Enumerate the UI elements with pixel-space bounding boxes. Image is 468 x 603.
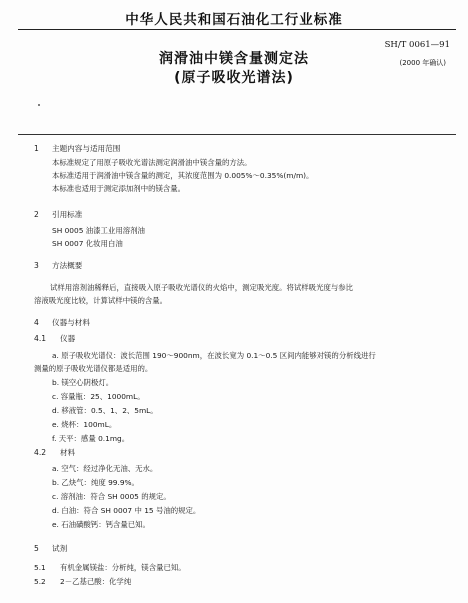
section-3-heading	[34, 261, 82, 271]
reagent-number: 5.1	[34, 563, 46, 572]
instrument-line: a. 原子吸收光谱仪：波长范围 190～900nm，在波长宽为 0.1～0.5 区间内能够对镁的分析线进行	[52, 351, 376, 360]
instrument-line: f. 天平：感量 0.1mg。	[52, 434, 130, 443]
section-1-line: 本标准适用于润滑油中镁含量的测定，其浓度范围为 0.005%～0.35%(m/m)。	[52, 171, 314, 180]
reagent-text: 有机金属镁盐：分析纯，镁含量已知。	[60, 563, 186, 572]
title-rule	[18, 134, 456, 135]
material-line: d. 白油：符合 SH 0007 中 15 号油的规定。	[52, 506, 201, 515]
reagent-item	[34, 577, 131, 587]
reagent-number: 5.2	[34, 577, 46, 586]
section-4-heading	[34, 318, 90, 328]
instrument-line: c. 容量瓶：25、1000mL。	[52, 392, 145, 401]
subsection-4-1-number: 4.1	[34, 334, 47, 343]
header-rule	[18, 29, 456, 30]
reagent-text: 2－乙基己酸：化学纯	[60, 577, 132, 586]
subsection-4-1-title: 仪器	[60, 334, 76, 343]
section-3-line: 试样用溶剂油稀释后，直接吸入原子吸收光谱仪的火焰中，测定吸光度。将试样吸光度与参比	[50, 283, 354, 292]
material-line: b. 乙炔气：纯度 99.9%。	[52, 478, 139, 487]
instrument-line: b. 镁空心阴极灯。	[52, 378, 114, 387]
material-line: c. 溶剂油：符合 SH 0005 的规定。	[52, 492, 171, 501]
section-2-line: SH 0005 油漆工业用溶剂油	[52, 226, 145, 235]
section-1-title: 主题内容与适用范围	[52, 144, 121, 153]
instrument-line: 测量的原子吸收光谱仪都是适用的。	[34, 364, 153, 373]
document-subtitle: (原子吸收光谱法)	[174, 70, 294, 86]
document-title: 润滑油中镁含量测定法	[159, 51, 309, 67]
instrument-line: e. 烧杯：100mL。	[52, 420, 117, 429]
section-4-number: 4	[34, 318, 39, 327]
section-2-title: 引用标准	[52, 210, 83, 219]
section-5-heading	[34, 544, 67, 554]
subsection-4-2-number: 4.2	[34, 448, 47, 457]
section-1-heading	[34, 144, 120, 154]
speck-mark	[38, 104, 40, 106]
instrument-line: d. 移液管：0.5、1、2、5mL。	[52, 406, 158, 415]
section-3-number: 3	[34, 261, 39, 270]
standard-confirm-note: (2000 年确认)	[399, 59, 446, 67]
section-1-number: 1	[34, 144, 39, 153]
section-1-line: 本标准也适用于测定添加剂中的镁含量。	[52, 184, 186, 193]
section-5-number: 5	[34, 544, 39, 553]
section-4-title: 仪器与材料	[52, 318, 90, 327]
section-3-line: 溶液吸光度比较，计算试样中镁的含量。	[34, 296, 168, 305]
section-5-title: 试剂	[52, 544, 68, 553]
section-2-number: 2	[34, 210, 39, 219]
section-3-title: 方法概要	[52, 261, 83, 270]
material-line: e. 石油磺酸钙：钙含量已知。	[52, 520, 150, 529]
reagent-item	[34, 563, 186, 573]
section-1-line: 本标准规定了用原子吸收光谱法测定润滑油中镁含量的方法。	[52, 158, 252, 167]
header-org-title: 中华人民共和国石油化工行业标准	[125, 12, 343, 28]
standard-code: SH/T 0061—91	[384, 40, 450, 50]
subsection-4-2-title: 材料	[60, 448, 76, 457]
section-2-heading	[34, 210, 82, 220]
subsection-4-1-heading	[34, 334, 75, 344]
subsection-4-2-heading	[34, 448, 75, 458]
section-2-line: SH 0007 化妆用白油	[52, 239, 123, 248]
material-line: a. 空气：经过净化无油、无水。	[52, 464, 158, 473]
